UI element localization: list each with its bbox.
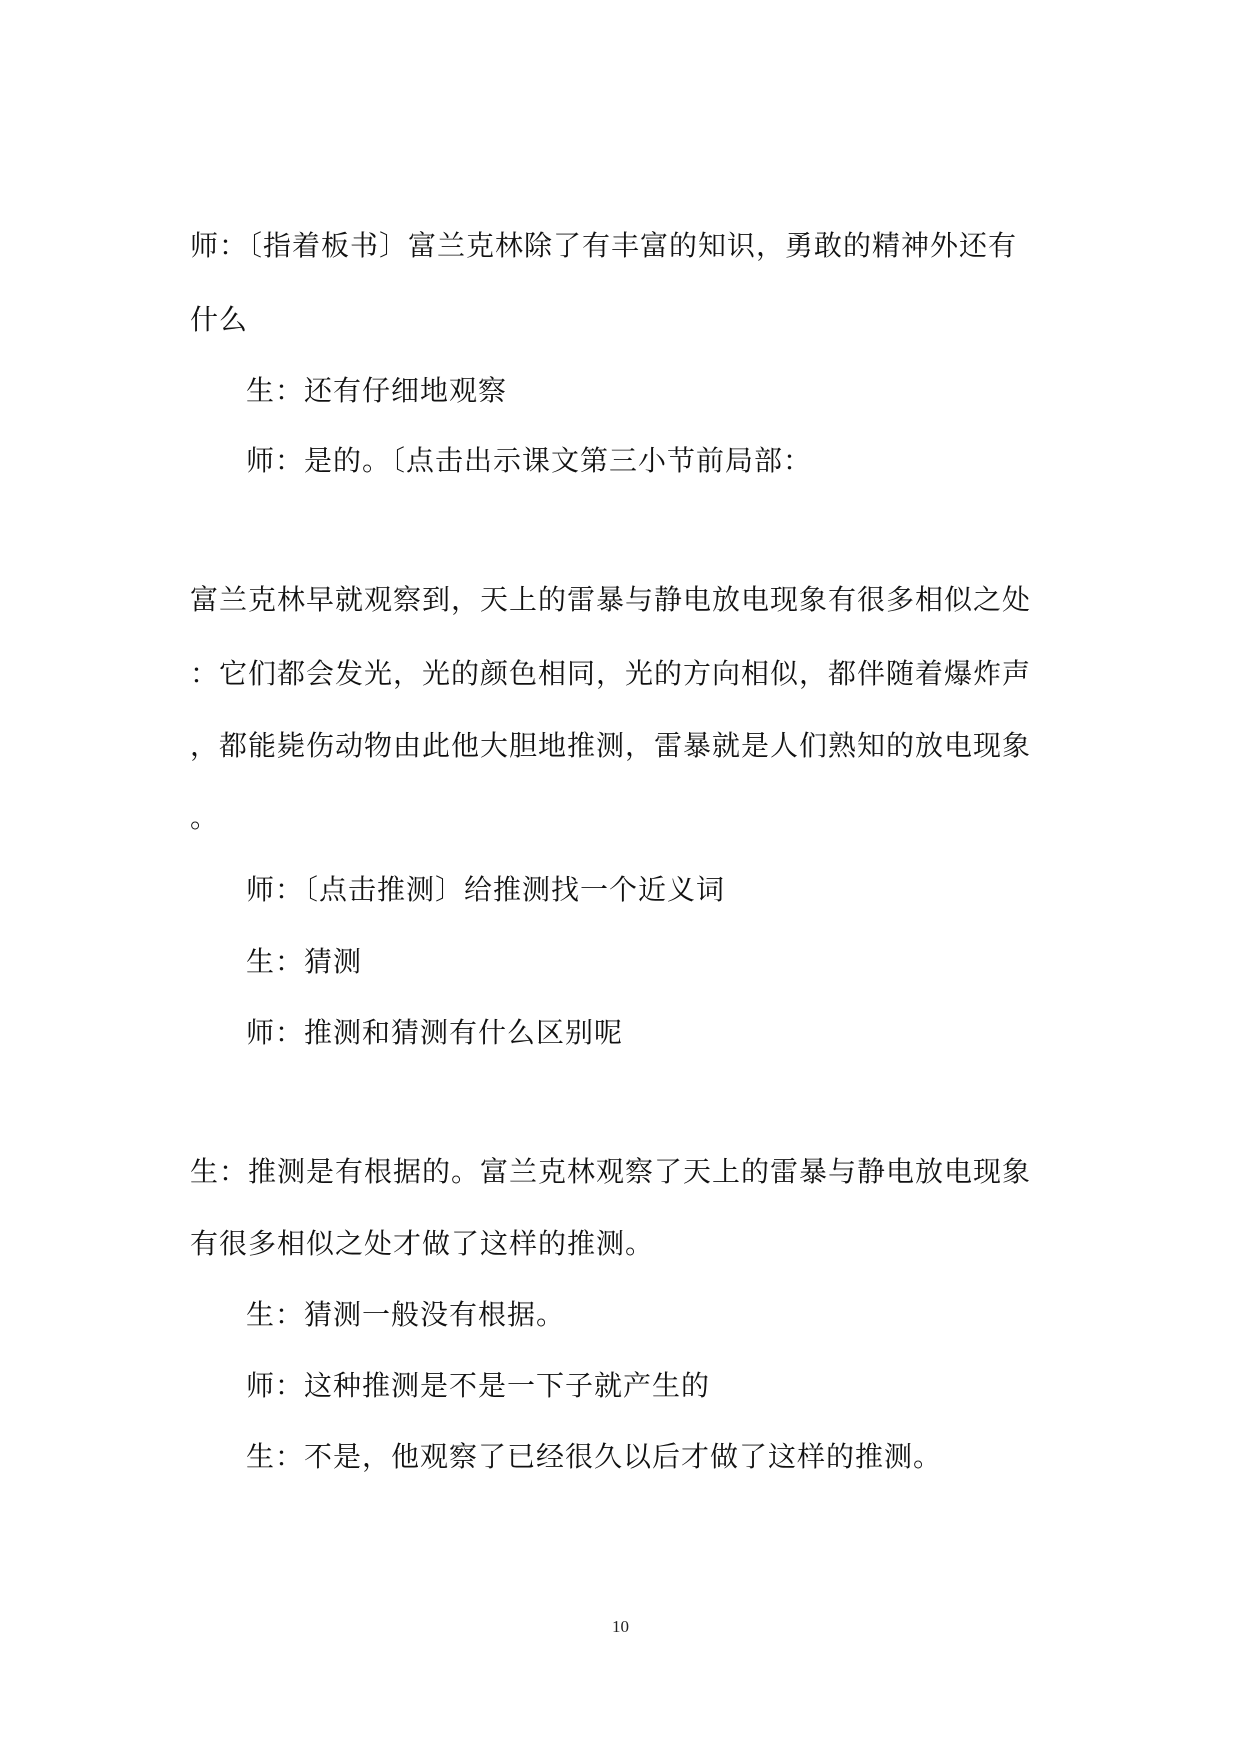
text-line: 生：不是，他观察了已经很久以后才做了这样的推测。 bbox=[246, 1440, 943, 1473]
text-line: 生：猜测一般没有根据。 bbox=[246, 1298, 566, 1331]
text-line: 生：推测是有根据的。富兰克林观察了天上的雷暴与静电放电现象 bbox=[190, 1155, 1032, 1188]
page-number: 10 bbox=[612, 1617, 629, 1636]
text-line: 师：〔指着板书〕富兰克林除了有丰富的知识，勇敢的精神外还有 bbox=[190, 229, 1018, 262]
text-line: 什么 bbox=[190, 303, 249, 336]
text-line: 。 bbox=[190, 801, 220, 834]
text-line: ，都能毙伤动物由此他大胆地推测，雷暴就是人们熟知的放电现象 bbox=[190, 729, 1032, 762]
text-line: 生：还有仔细地观察 bbox=[246, 374, 508, 407]
text-line: 富兰克林早就观察到，天上的雷暴与静电放电现象有很多相似之处 bbox=[190, 583, 1032, 616]
text-line: 有很多相似之处才做了这样的推测。 bbox=[190, 1227, 655, 1260]
text-line: 生：猜测 bbox=[246, 945, 363, 978]
text-line: 师：〔点击推测〕给推测找一个近义词 bbox=[246, 873, 726, 906]
text-line: 师：是的。〔点击出示课文第三小节前局部： bbox=[246, 444, 813, 477]
text-line: 师：推测和猜测有什么区别呢 bbox=[246, 1016, 624, 1049]
text-line: ：它们都会发光，光的颜色相同，光的方向相似，都伴随着爆炸声 bbox=[190, 657, 1032, 690]
text-line: 师：这种推测是不是一下子就产生的 bbox=[246, 1369, 711, 1402]
